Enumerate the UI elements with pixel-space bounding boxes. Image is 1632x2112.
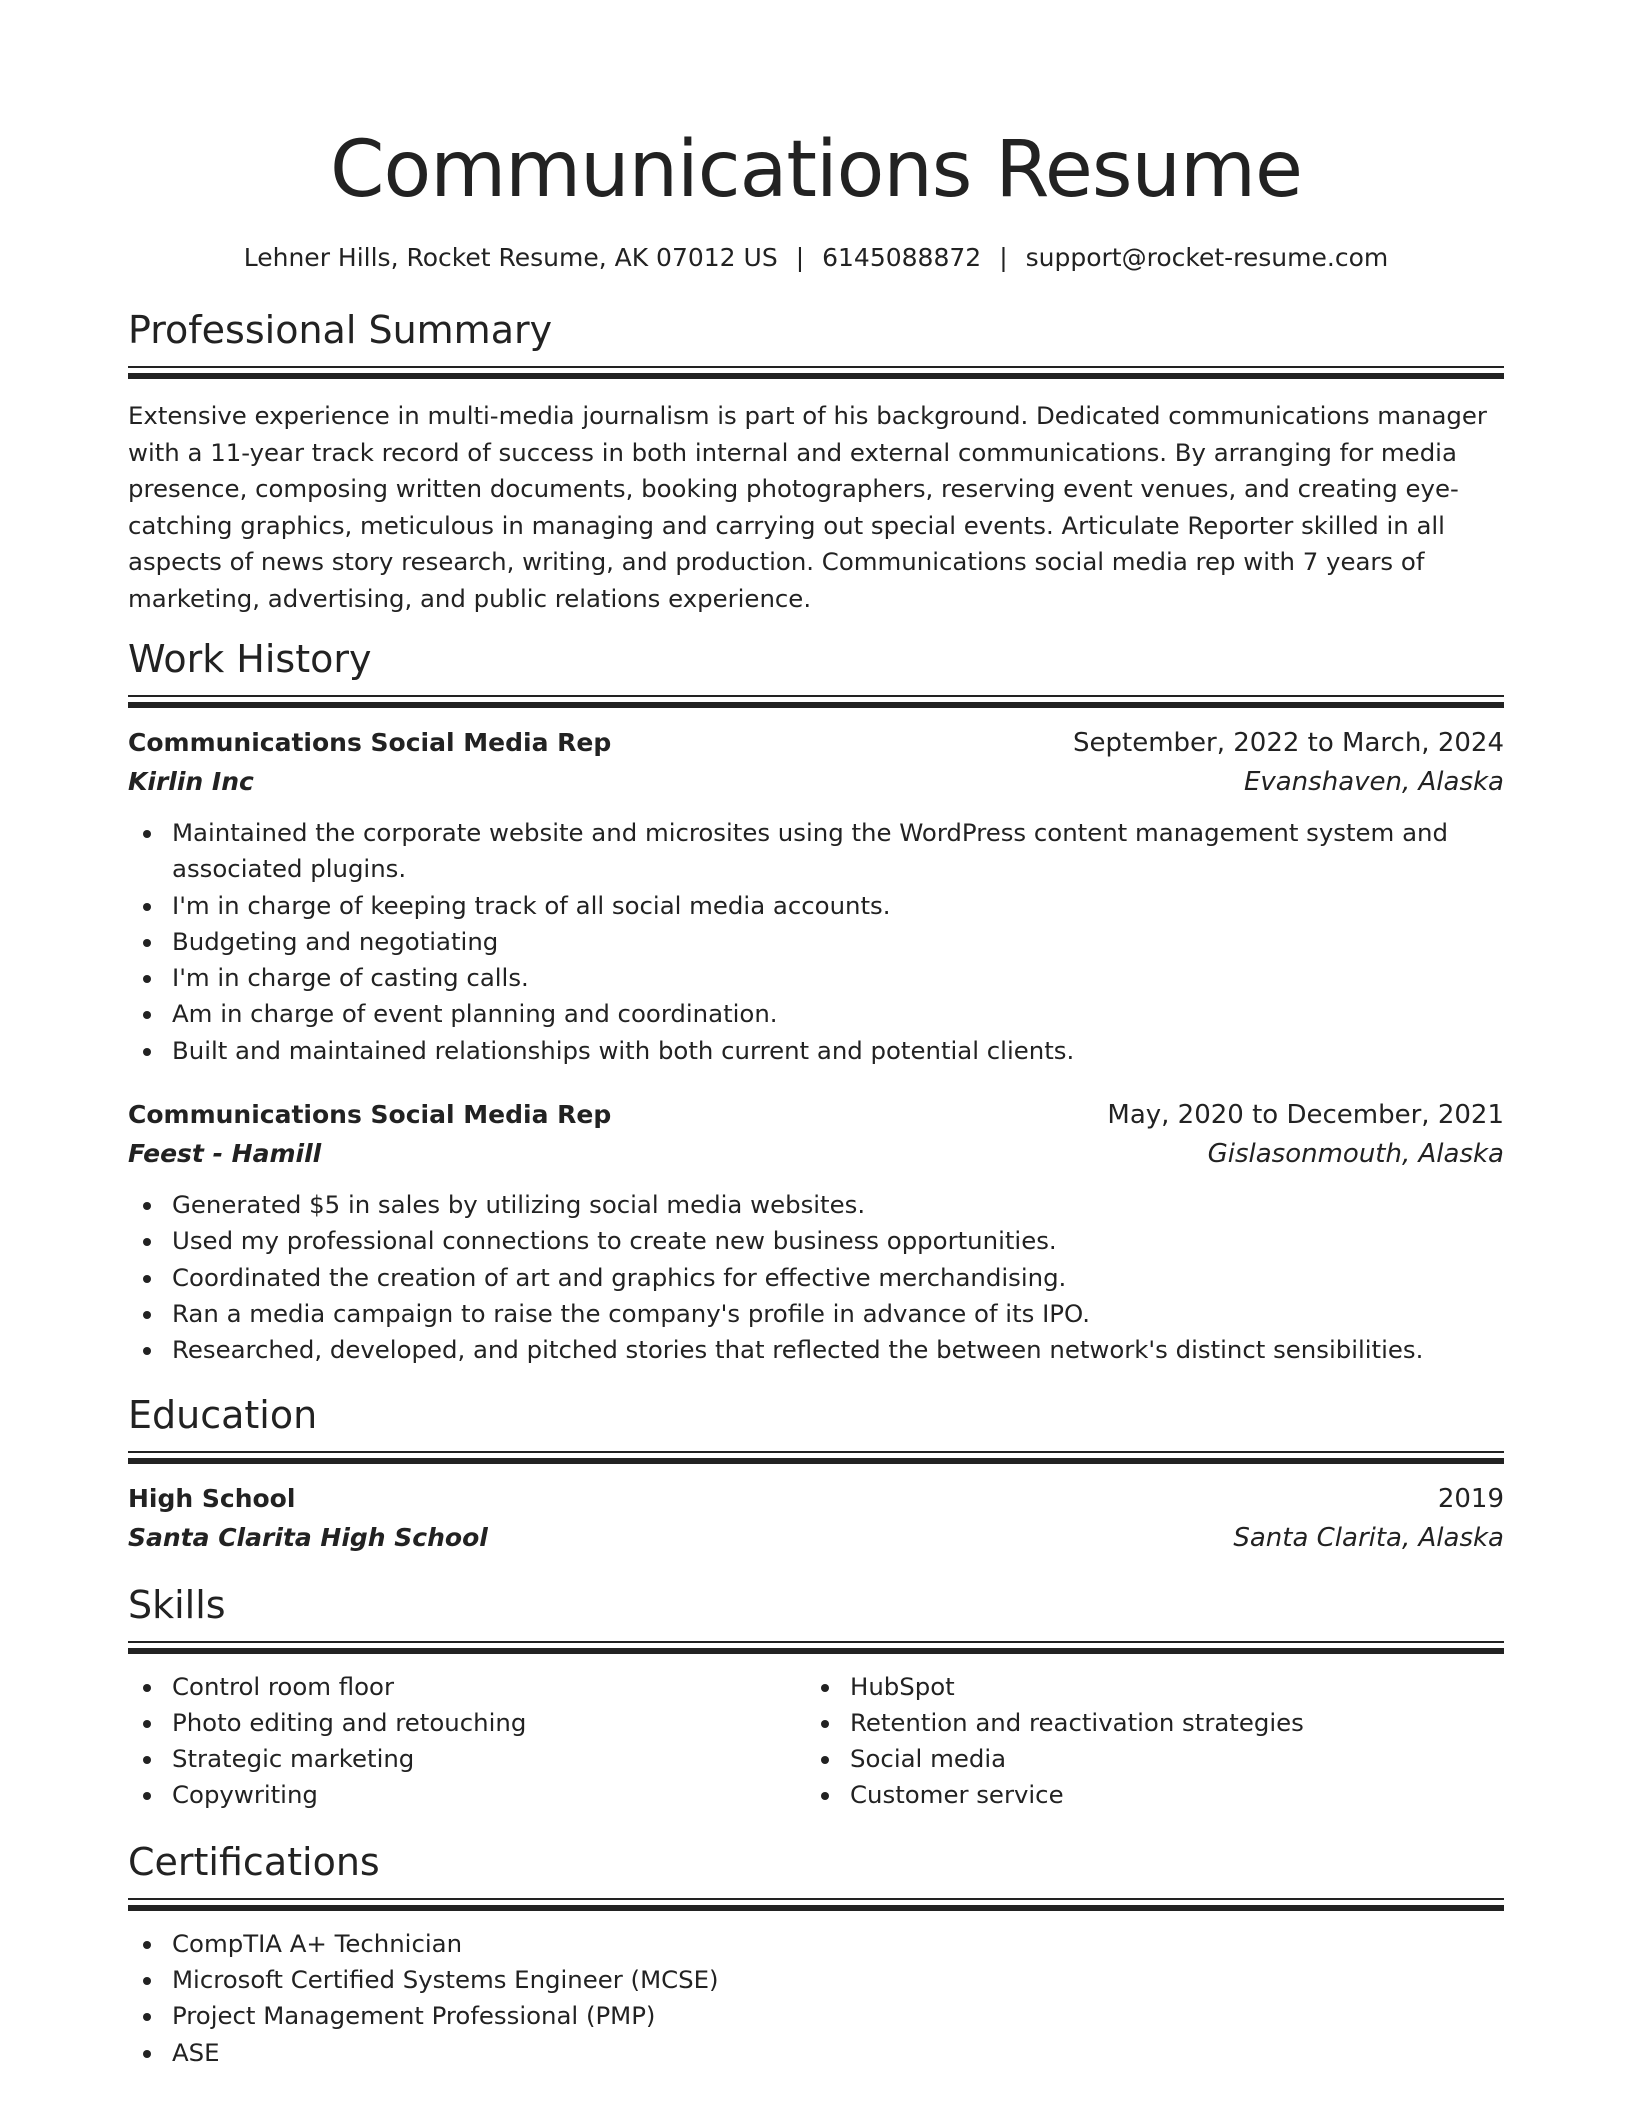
list-item: Social media [806,1741,1484,1777]
section-divider [128,1641,1504,1655]
resume-title: Communications Resume [330,125,1302,215]
education-school: Santa Clarita High School [128,1522,488,1552]
resume-page [128,0,1504,2071]
job-location: Evanshaven, Alaska [1243,767,1504,797]
contact-phone: 6145088872 [822,243,982,272]
list-item: I'm in charge of keeping track of all social media accounts. [128,888,1504,924]
job-location: Gislasonmouth, Alaska [1207,1139,1504,1170]
list-item: Ran a media campaign to raise the company's profile in advance of its IPO. [128,1296,1504,1332]
list-item: Control room floor [128,1669,806,1705]
job-entry [128,723,1504,1069]
summary-section [128,304,1504,617]
skills-section [128,1579,1504,1814]
contact-separator: | [795,243,805,272]
list-item: ASE [128,2035,1504,2071]
list-item: Budgeting and negotiating [128,924,1504,960]
list-item: Maintained the corporate website and microsites using the WordPress content management system and associated plugins. [128,815,1504,888]
education-degree: High School [128,1483,296,1513]
skills-column-left [128,1669,806,1814]
education-location: Santa Clarita, Alaska [1233,1522,1504,1553]
list-item: Photo editing and retouching [128,1705,806,1741]
work-heading: Work History [128,637,372,681]
list-item: I'm in charge of casting calls. [128,960,1504,996]
job-bullets [128,1187,1504,1368]
job-dates: May, 2020 to December, 2021 [1107,1100,1504,1131]
job-dates: September, 2022 to March, 2024 [1073,728,1504,758]
list-item: Retention and reactivation strategies [806,1705,1484,1741]
contact-line [128,240,1504,276]
list-item: CompTIA A+ Technician [128,1926,1504,1962]
skills-heading: Skills [128,1582,226,1627]
section-divider [128,1898,1504,1912]
list-item: Strategic marketing [128,1741,806,1777]
section-divider [128,366,1504,380]
work-section [128,633,1504,1369]
list-item: Project Management Professional (PMP) [128,1998,1504,2034]
job-company: Kirlin Inc [128,767,254,796]
job-bullets [128,815,1504,1069]
list-item: Used my professional connections to create new business opportunities. [128,1223,1504,1259]
certifications-list [128,1926,1504,2071]
contact-separator: | [999,243,1008,272]
list-item: HubSpot [806,1669,1484,1705]
list-item: Am in charge of event planning and coordination. [128,996,1504,1032]
list-item: Copywriting [128,1777,806,1813]
section-divider [128,695,1504,709]
list-item: Customer service [806,1777,1484,1813]
education-entry [128,1479,1504,1557]
skills-grid [128,1669,1504,1814]
section-divider [128,1451,1504,1465]
list-item: Generated $5 in sales by utilizing social media websites. [128,1187,1504,1223]
skills-column-right [806,1669,1484,1814]
summary-text: Extensive experience in multi-media journalism is part of his background. Dedicated communications manager with a 11-year track record of success in both internal and external communications. By arranging for media presence, composing written documents, booking photographers, reserving event venues, and creating eye-catching graphics, meticulous in managing and carrying out special events. Articulate Reporter skilled in all aspects of news story research, writing, and production. Communications social media rep with 7 years of marketing, advertising, and public relations experience. [128,401,1487,613]
contact-email: support@rocket-resume.com [1025,243,1389,272]
education-year: 2019 [1437,1483,1504,1514]
job-title: Communications Social Media Rep [128,1100,612,1130]
list-item: Researched, developed, and pitched stories that reflected the between network's distinct sensibilities. [128,1332,1504,1368]
education-heading: Education [128,1392,318,1437]
certifications-section [128,1836,1504,2071]
job-title: Communications Social Media Rep [128,728,612,757]
list-item: Coordinated the creation of art and graphics for effective merchandising. [128,1260,1504,1296]
certifications-heading: Certifications [128,1839,380,1884]
job-entry [128,1095,1504,1368]
list-item: Built and maintained relationships with both current and potential clients. [128,1033,1504,1069]
summary-heading: Professional Summary [128,308,553,352]
education-section [128,1389,1504,1557]
job-company: Feest - Hamill [128,1139,322,1169]
list-item: Microsoft Certified Systems Engineer (MCSE) [128,1962,1504,1998]
contact-address: Lehner Hills, Rocket Resume, AK 07012 US [243,243,778,272]
